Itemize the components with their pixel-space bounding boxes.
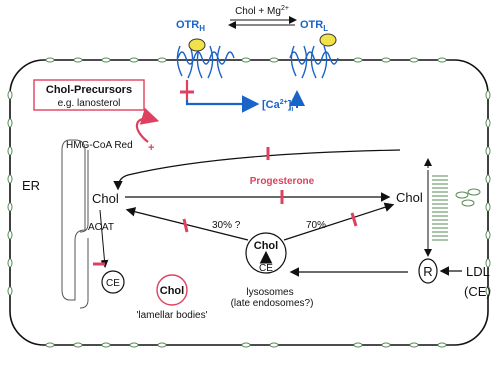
acat-label: ACAT: [88, 222, 114, 233]
otr-high-affinity-receptor: [177, 39, 255, 104]
membrane-particle: [410, 58, 418, 62]
membrane-particle: [382, 58, 390, 62]
otr-low-affinity-receptor: [290, 34, 338, 78]
membrane-particle: [158, 343, 166, 347]
ce-label: CE: [106, 278, 120, 289]
membrane-particle: [8, 91, 12, 99]
membrane-particle: [46, 58, 54, 62]
intracellular-calcium-label: $[Ca^{2+}]_i$: [262, 99, 294, 113]
ldl-receptor: [292, 259, 491, 299]
membrane-particle: [158, 58, 166, 62]
membrane-particle: [8, 259, 12, 267]
membrane-particle: [270, 58, 278, 62]
endoplasmic-reticulum: [22, 140, 124, 308]
ldl-ce-label: (CE): [464, 284, 491, 299]
lysosome-sublabel: (late endosomes?): [230, 298, 314, 309]
membrane-particle: [486, 203, 490, 211]
otr-l-label: $OTR_L$: [300, 19, 329, 33]
membrane-particle: [486, 119, 490, 127]
membrane-particle: [242, 343, 250, 347]
membrane-particle: [382, 343, 390, 347]
membrane-particle: [486, 175, 490, 183]
membrane-particle: [102, 58, 110, 62]
membrane-particle: [270, 343, 278, 347]
er-chol-label: Chol: [92, 191, 119, 206]
precursors-example: e.g. lanosterol: [57, 98, 121, 109]
lamellar-chol-label: Chol: [159, 285, 185, 297]
hmg-coa-label: HMG-CoA Red: [66, 140, 133, 151]
precursors-title: Chol-Precursors: [45, 84, 133, 96]
membrane-particle: [130, 58, 138, 62]
membrane-particle: [8, 203, 12, 211]
membrane-particle: [102, 343, 110, 347]
membrane-particle: [486, 147, 490, 155]
otr-h-label: $OTR_H$: [176, 19, 206, 33]
membrane-particle: [486, 91, 490, 99]
membrane-particle: [354, 58, 362, 62]
membrane-particle: [8, 287, 12, 295]
membrane-particle: [486, 231, 490, 239]
membrane-particle: [438, 58, 446, 62]
lamellar-bodies: [136, 275, 207, 321]
membrane-chol: [396, 160, 480, 255]
membrane-chol-label: Chol: [396, 190, 423, 205]
membrane-stack: [432, 176, 448, 240]
percent-er-label: 30% ?: [212, 220, 241, 231]
lysosome: [231, 233, 314, 309]
ldl-receptor-label: R: [423, 264, 433, 279]
membrane-particle: [410, 343, 418, 347]
membrane-particle: [8, 231, 12, 239]
progesterone-label: Progesterone: [249, 176, 315, 187]
exchange-label: Chol + $Mg^{2+}$: [235, 5, 289, 17]
ldl-label: LDL: [466, 264, 490, 279]
membrane-particle: [74, 343, 82, 347]
membrane-particle: [46, 343, 54, 347]
membrane-particle: [130, 343, 138, 347]
hmg-plus-sign: +: [148, 142, 155, 154]
membrane-particle: [438, 343, 446, 347]
membrane-particle: [354, 343, 362, 347]
lysosome-chol-label: Chol: [253, 240, 279, 252]
er-label: ER: [22, 178, 41, 193]
lysosome-label: lysosomes: [246, 287, 294, 298]
membrane-particle: [8, 147, 12, 155]
membrane-particle: [242, 58, 250, 62]
hmg-coa-reductase: [66, 119, 155, 154]
percent-membrane-label: 70%: [306, 220, 327, 231]
chol-precursors-box: [34, 80, 144, 110]
membrane-particle: [8, 175, 12, 183]
receptor-exchange-arrows: [176, 5, 328, 33]
lamellar-label: 'lamellar bodies': [136, 310, 208, 321]
membrane-particle: [8, 119, 12, 127]
er-to-membrane-pathway: [125, 176, 388, 204]
membrane-particle: [74, 58, 82, 62]
lysosome-ce-label: CE: [259, 263, 273, 274]
